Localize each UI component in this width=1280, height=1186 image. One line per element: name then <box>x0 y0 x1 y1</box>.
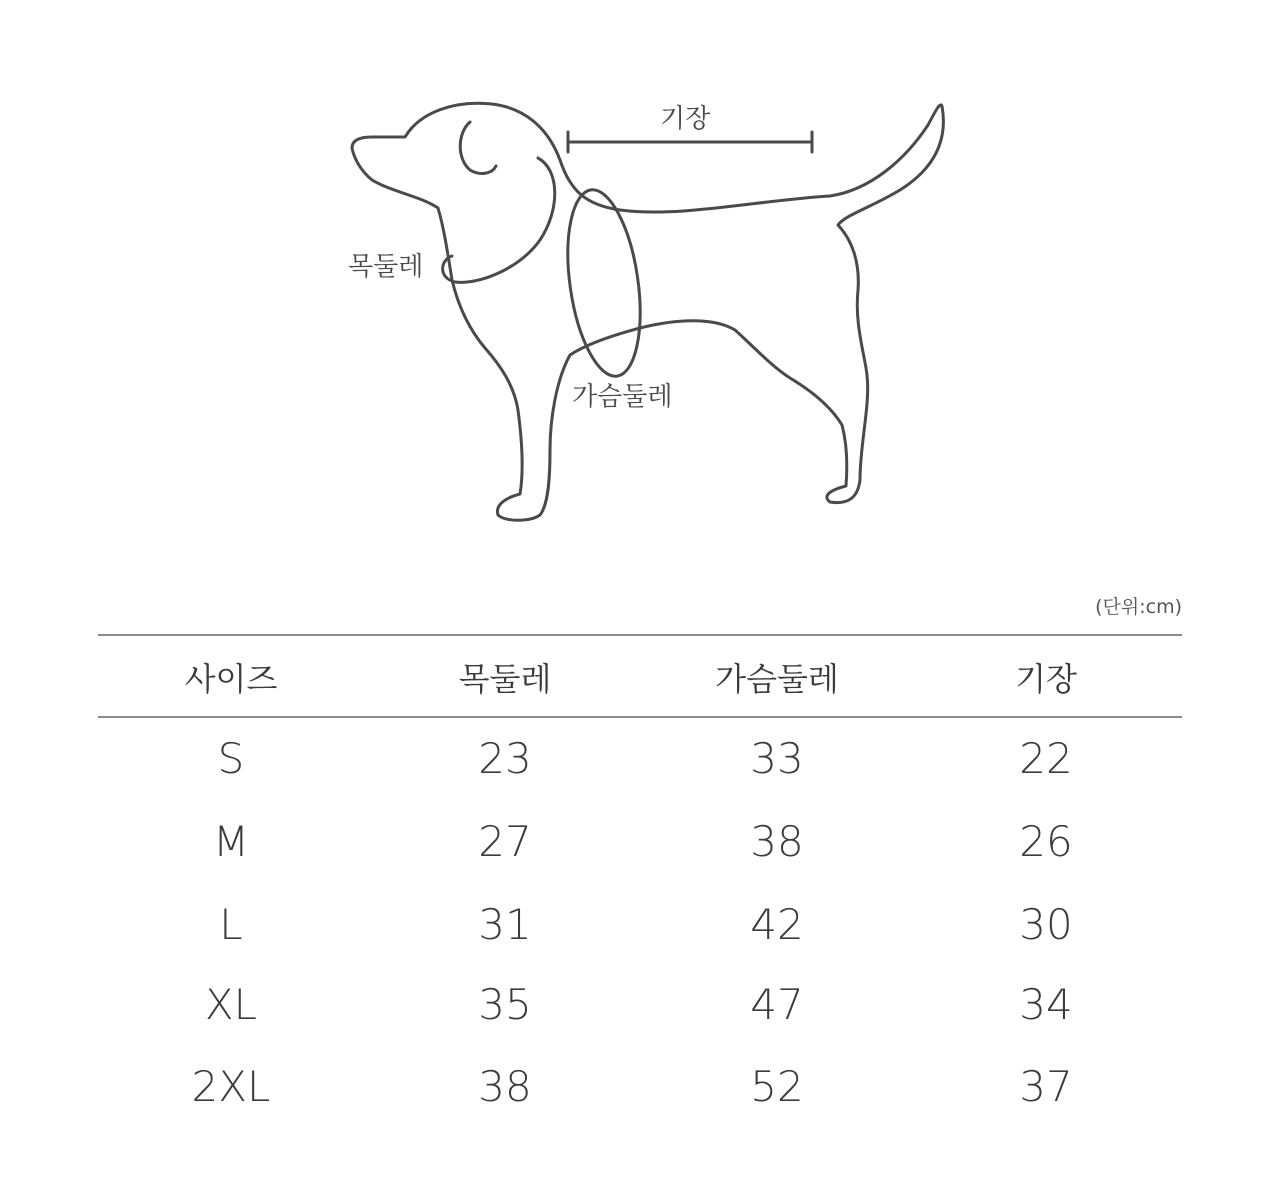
dog-ear <box>460 122 496 173</box>
cell-chest: 52 <box>750 1061 804 1111</box>
cell-size: XL <box>204 979 258 1029</box>
cell-size: 2XL <box>191 1061 271 1111</box>
cell-neck: 35 <box>478 979 532 1029</box>
table-row <box>98 884 1182 964</box>
cell-chest: 33 <box>750 733 804 783</box>
header-chest: 가슴둘레 <box>715 660 839 698</box>
header-size: 사이즈 <box>184 660 278 698</box>
cell-chest: 42 <box>750 899 804 949</box>
cell-length: 34 <box>1019 979 1073 1029</box>
neck-label: 목둘레 <box>348 252 424 282</box>
cell-length: 26 <box>1019 816 1073 866</box>
cell-neck: 31 <box>478 899 532 949</box>
table-header-row <box>98 637 1182 717</box>
table-row <box>98 1046 1182 1126</box>
chest-loop <box>557 185 651 381</box>
header-neck: 목둘레 <box>458 660 552 698</box>
table-top-rule <box>98 634 1182 636</box>
neck-loop <box>443 158 555 282</box>
table-row <box>98 718 1182 798</box>
cell-neck: 23 <box>478 733 532 783</box>
cell-chest: 38 <box>750 816 804 866</box>
header-length: 기장 <box>1015 660 1077 698</box>
dog-outline <box>352 103 943 520</box>
table-row <box>98 964 1182 1044</box>
cell-neck: 27 <box>478 816 532 866</box>
cell-length: 30 <box>1019 899 1073 949</box>
table-row <box>98 801 1182 881</box>
cell-size: L <box>219 899 243 949</box>
unit-note: (단위:cm) <box>1095 596 1182 618</box>
cell-length: 22 <box>1019 733 1073 783</box>
cell-size: S <box>217 733 245 783</box>
chest-label: 가슴둘레 <box>572 382 673 412</box>
cell-length: 37 <box>1019 1061 1073 1111</box>
dog-measurement-diagram <box>0 0 1280 560</box>
cell-size: M <box>212 816 250 866</box>
length-label: 기장 <box>660 104 711 134</box>
cell-chest: 47 <box>750 979 804 1029</box>
cell-neck: 38 <box>478 1061 532 1111</box>
